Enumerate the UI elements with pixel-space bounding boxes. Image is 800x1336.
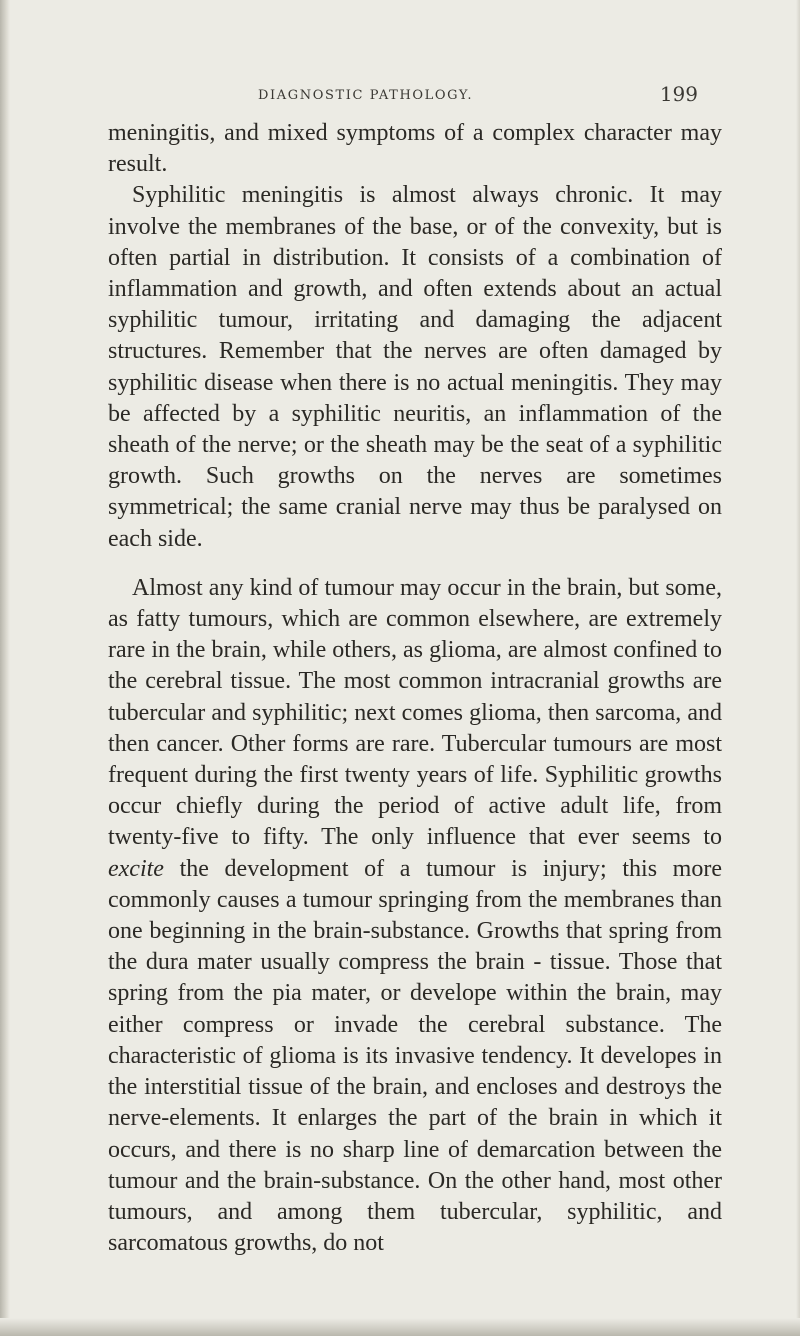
page-right-edge	[796, 0, 800, 1336]
book-spine-shadow	[0, 0, 10, 1336]
paragraph-tumours-part-2: the development of a tumour is injury; this more commonly causes a tumour springing from the membranes than one beginning in the brain-substance. Growths that spring from the dura mater usually compress the brain - tissue. Those that spring from the pia mater, or develope within the brain, may either compress or invade the cerebral substance. The characteristic of glioma is its invasive tendency. It developes in the interstitial tissue of the brain, and encloses and destroys the nerve-elements. It enlarges the part of the brain in which it occurs, and there is no sharp line of demarcation between the tumour and the brain-substance. On the other hand, most other tumours, and among them tubercular, syphilitic, and sarcomatous growths, do not	[108, 855, 722, 1257]
page-number: 199	[659, 82, 698, 106]
page-header	[258, 82, 698, 112]
paragraph-tumours	[108, 573, 722, 1259]
paragraph-syphilitic-meningitis: Syphilitic meningitis is almost always chronic. It may involve the membranes of the base, or of the convexity, but is often partial in distribution. It consists of a combination of inflammation and growth, and often extends about an actual syphilitic tumour, irritating and damaging the adjacent structures. Remember that the nerves are often damaged by syphilitic disease when there is no actual meningitis. They may be affected by a syphilitic neuritis, an inflammation of the sheath of the nerve; or the sheath may be the seat of a syphilitic growth. Such growths on the nerves are sometimes symmetrical; the same cranial nerve may thus be paralysed on each side.	[108, 182, 722, 552]
page-bottom-shadow	[0, 1318, 800, 1336]
paragraph-continued: meningitis, and mixed symptoms of a complex character may result.	[108, 120, 722, 178]
running-head: DIAGNOSTIC PATHOLOGY.	[258, 88, 474, 103]
emphasized-word: excite	[108, 855, 164, 882]
paragraph-tumours-part-1: Almost any kind of tumour may occur in the brain, but some, as fatty tumours, which are common elsewhere, are extremely rare in the brain, while others, as glioma, are almost confined to the cerebral tissue. The most common intracranial growths are tubercular and syphilitic; next comes glioma, then sarcoma, and then cancer. Other forms are rare. Tubercular tumours are most frequent during the first twenty years of life. Syphilitic growths occur chiefly during the period of active adult life, from twenty-five to fifty. The only influence that ever seems to	[108, 574, 722, 851]
body-text	[108, 118, 722, 1259]
